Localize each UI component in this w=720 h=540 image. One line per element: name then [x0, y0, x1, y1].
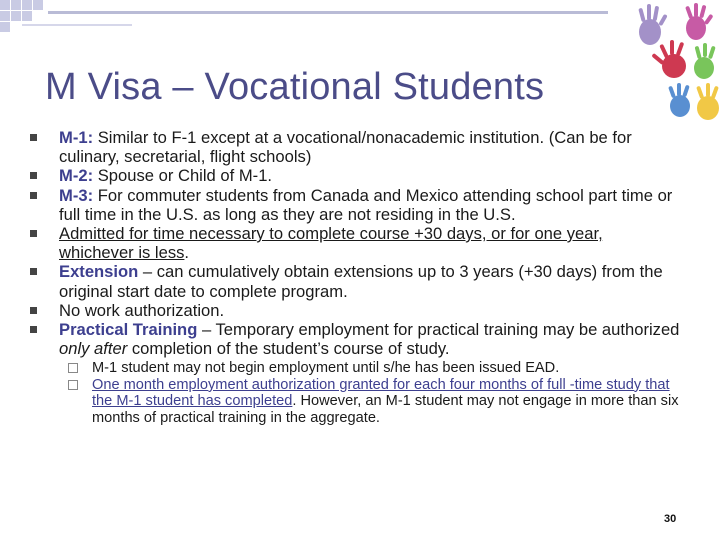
term-m2: M-2: — [59, 166, 94, 186]
list-item-admitted — [28, 224, 680, 262]
handprints-decoration — [610, 0, 720, 135]
list-item-no-work — [28, 301, 680, 320]
text-no-work: No work authorization. — [59, 300, 225, 320]
hand-icon-yellow — [696, 83, 719, 120]
corner-square — [0, 11, 10, 21]
text-admitted-underlined: Admitted for time necessary to complete course +30 days, or for one year, whichever is less — [59, 224, 603, 263]
text-sub-ead: M-1 student may not begin employment until s/he has been issued EAD. — [92, 360, 560, 377]
square-bullet-icon — [30, 307, 37, 314]
text-sub-one-month: . However, an M-1 student may not engage in more than six months of practical training in the aggregate. — [92, 393, 679, 426]
list-item-extension — [28, 262, 680, 300]
text-extension: – can cumulatively obtain extensions up to 3 years (+30 days) from the original start date to complete program. — [59, 262, 663, 301]
page-title: M Visa – Vocational Students — [45, 66, 545, 108]
checkbox-bullet-icon — [68, 363, 78, 373]
sub-item-one-month — [59, 377, 680, 426]
hand-icon-green — [694, 43, 716, 79]
corner-square — [0, 22, 10, 32]
term-m3: M-3: — [59, 185, 94, 205]
slide-content — [28, 128, 680, 426]
square-bullet-icon — [30, 268, 37, 275]
header-rule-secondary — [22, 24, 132, 26]
square-bullet-icon — [30, 230, 37, 237]
corner-square — [22, 11, 32, 21]
list-item-m1 — [28, 128, 680, 166]
bullet-list — [28, 128, 680, 426]
hand-icon-red — [651, 40, 686, 78]
hand-icon-purple — [638, 4, 667, 45]
checkbox-bullet-icon — [68, 380, 78, 390]
sub-item-ead — [59, 360, 680, 376]
text-m1: Similar to F-1 except at a vocational/nonacademic institution. (Can be for culinary, secretarial, flight schools) — [59, 128, 632, 167]
list-item-m2 — [28, 166, 680, 185]
term-extension: Extension — [59, 262, 139, 282]
corner-square — [11, 11, 21, 21]
term-m1: M-1: — [59, 128, 94, 147]
term-practical-training: Practical Training — [59, 320, 198, 340]
text-practical-italic: only after — [59, 339, 128, 359]
corner-decoration — [0, 0, 48, 40]
corner-square — [22, 0, 32, 10]
page-number: 30 — [664, 513, 677, 525]
text-m3: For commuter students from Canada and Mexico attending school part time or full time in the U.S. as long as they are not residing in the U.S. — [59, 185, 673, 224]
sub-bullet-list — [59, 360, 680, 426]
corner-square — [11, 0, 21, 10]
square-bullet-icon — [30, 134, 37, 141]
list-item-m3 — [28, 186, 680, 224]
header-rule — [48, 11, 608, 14]
text-practical-a: – Temporary employment for practical training may be authorized — [197, 320, 680, 340]
text-practical-b: completion of the student’s course of study. — [127, 339, 450, 359]
corner-square — [0, 0, 10, 10]
text-admitted-end: . — [184, 243, 190, 263]
one-month-link[interactable]: One month employment authorization granted for each four months of full -time study that the M-1 student has completed — [92, 376, 670, 410]
hand-icon-magenta — [685, 3, 713, 40]
text-m2: Spouse or Child of M-1. — [93, 166, 273, 186]
corner-square — [33, 0, 43, 10]
square-bullet-icon — [30, 172, 37, 179]
hand-icon-blue — [668, 83, 690, 117]
square-bullet-icon — [30, 326, 37, 333]
list-item-practical-training — [28, 320, 680, 426]
square-bullet-icon — [30, 192, 37, 199]
